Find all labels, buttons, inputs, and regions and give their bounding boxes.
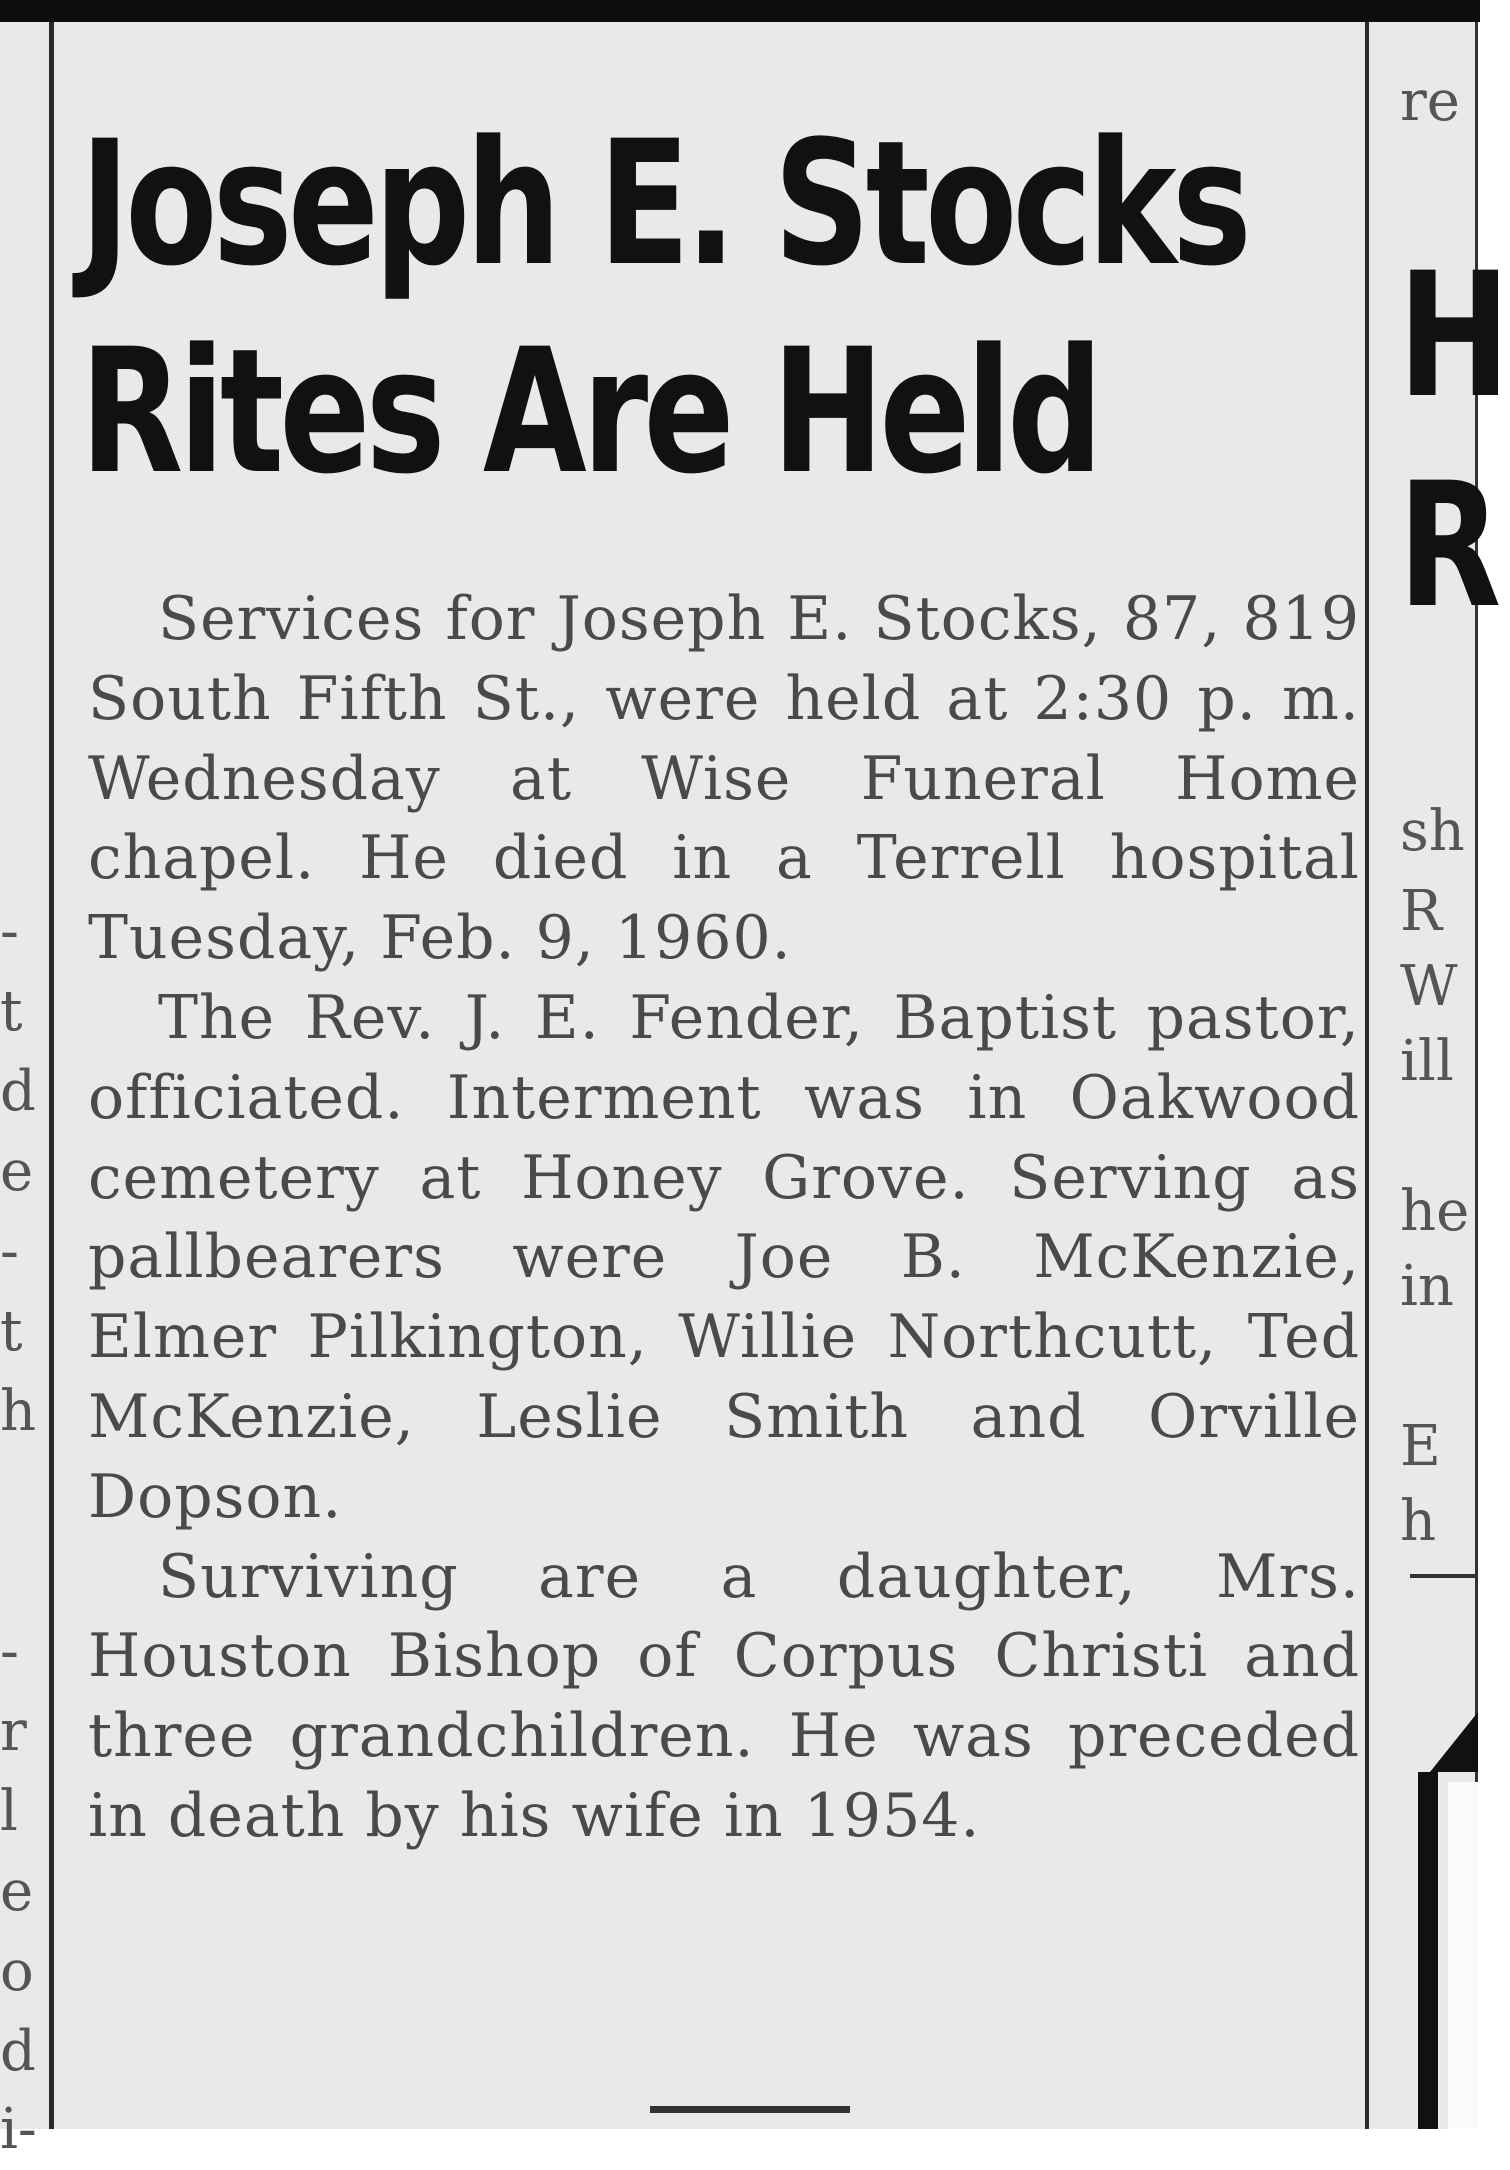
right-column-graphic	[1430, 1712, 1478, 1772]
headline	[80, 100, 1248, 516]
headline-line-2: Rites Are Held	[80, 311, 1099, 512]
left-column-fragment: -	[0, 1219, 19, 1284]
right-column-fragment: sh	[1400, 799, 1465, 864]
article-paragraph-2: The Rev. J. E. Fender, Baptist pastor, officiated. Interment was in Oakwood cemetery at Honey Grove. Serving as pallbearers were Joe B. McKenzie, Elmer Pilkington, Willie Northcutt, Ted McKenzie, Leslie Smith and Orville Dopson.	[88, 982, 1360, 1532]
right-column-rule	[1410, 1574, 1478, 1578]
right-column-fragment: h	[1400, 1489, 1437, 1554]
left-column-fragment: o	[0, 1939, 34, 2004]
article-paragraph-1: Services for Joseph E. Stocks, 87, 819 South Fifth St., were held at 2:30 p. m. Wednesday at Wise Funeral Home chapel. He died in a Terrell hospital Tuesday, Feb. 9, 1960.	[88, 584, 1360, 974]
left-column-fragment: t	[0, 1299, 23, 1364]
right-column-fragment: R	[1400, 879, 1443, 944]
right-column-fragment: in	[1400, 1254, 1454, 1319]
right-column-fragment: re	[1400, 69, 1460, 134]
right-column-graphic-panel	[1448, 1782, 1478, 2129]
article-paragraph-3: Surviving are a daughter, Mrs. Houston Bishop of Corpus Christi and three grandchildren. He was preceded in death by his wife in 1954.	[88, 1541, 1360, 1851]
right-column-fragment: he	[1400, 1179, 1470, 1244]
right-column-fragment: W	[1400, 954, 1458, 1019]
right-column-fragment: ill	[1400, 1029, 1454, 1094]
right-column-headline-fragment: R	[1398, 445, 1502, 646]
headline-line-1: Joseph E. Stocks	[80, 103, 1248, 304]
left-column-fragment: r	[0, 1699, 27, 1764]
right-column-graphic-bar	[1418, 1772, 1438, 2129]
left-column-fragment: d	[0, 2019, 36, 2084]
left-column-fragment: -	[0, 899, 19, 964]
scan-top-border	[0, 0, 1480, 22]
left-column-fragment: e	[0, 1859, 34, 1924]
left-column-fragment: t	[0, 979, 23, 1044]
left-column-fragment: h	[0, 1379, 37, 1444]
right-column-fragment: E	[1400, 1414, 1441, 1479]
left-column-fragment: d	[0, 1059, 36, 1124]
left-column-fragment: e	[0, 1139, 34, 1204]
column-rule-right	[1365, 22, 1369, 2129]
column-rule-left	[49, 22, 54, 2129]
left-column-fragment: i-	[0, 2097, 37, 2162]
article-end-dash	[650, 2106, 850, 2113]
newspaper-clipping	[0, 22, 1510, 2162]
left-column-fragment: -	[0, 1619, 19, 1684]
left-column-fragment: l	[0, 1779, 18, 1844]
article-body	[88, 580, 1360, 1857]
right-column-headline-fragment: H	[1398, 235, 1510, 436]
